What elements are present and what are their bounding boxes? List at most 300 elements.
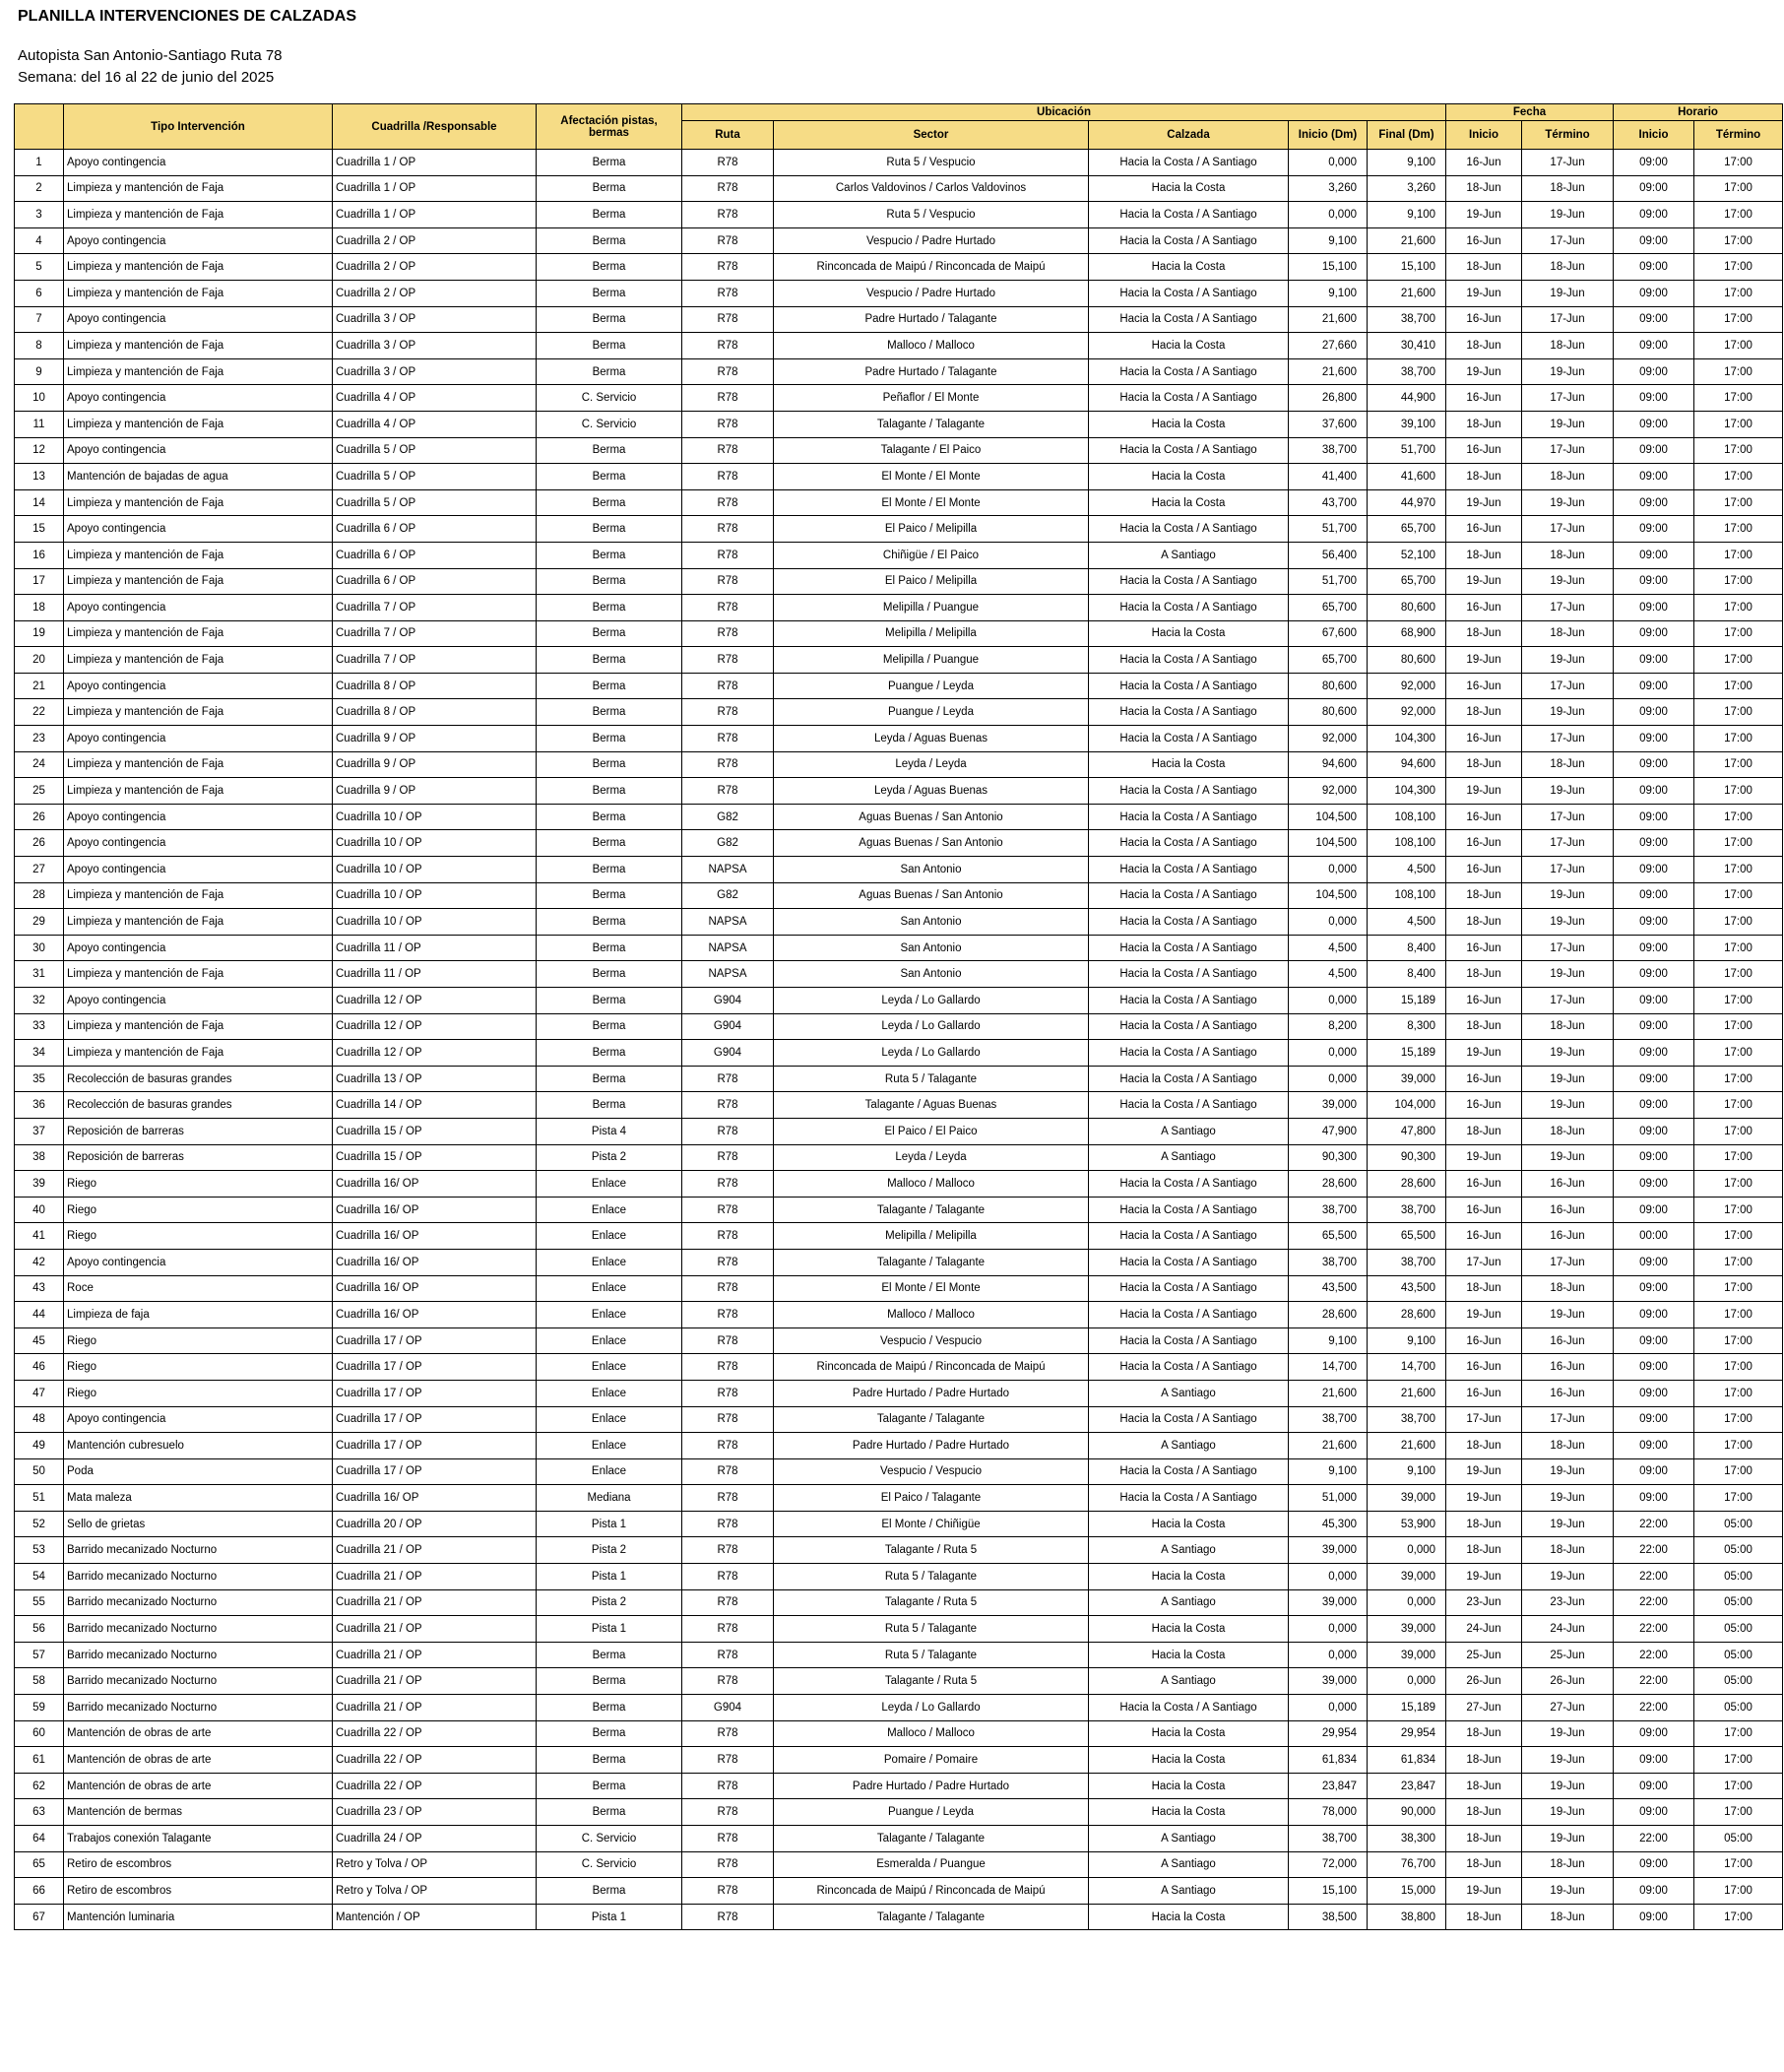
cell-hora-termino: 17:00 [1694, 1720, 1783, 1747]
cell-ruta: R78 [682, 437, 774, 464]
cell-sector: El Monte / El Monte [774, 1275, 1089, 1302]
cell-ruta: R78 [682, 464, 774, 490]
cell-tipo: Trabajos conexión Talagante [64, 1826, 333, 1852]
cell-afectacion: Pista 1 [537, 1904, 682, 1930]
cell-hora-termino: 17:00 [1694, 1747, 1783, 1774]
cell-hora-inicio: 09:00 [1614, 306, 1694, 333]
cell-hora-inicio: 09:00 [1614, 1118, 1694, 1144]
cell-inicio-dm: 38,700 [1289, 1826, 1368, 1852]
cell-tipo: Apoyo contingencia [64, 988, 333, 1014]
cell-inicio-dm: 15,100 [1289, 1878, 1368, 1905]
cell-num: 3 [15, 202, 64, 228]
table-row [15, 464, 1783, 490]
cell-num: 61 [15, 1747, 64, 1774]
table-row [15, 595, 1783, 621]
cell-sector: Vespucio / Padre Hurtado [774, 280, 1089, 306]
cell-tipo: Limpieza y mantención de Faja [64, 882, 333, 909]
cell-hora-termino: 17:00 [1694, 1249, 1783, 1275]
cell-ruta: NAPSA [682, 857, 774, 883]
cell-tipo: Recolección de basuras grandes [64, 1066, 333, 1092]
cell-num: 19 [15, 620, 64, 647]
cell-sector: Talagante / Ruta 5 [774, 1537, 1089, 1564]
table-row [15, 1118, 1783, 1144]
cell-final-dm: 9,100 [1368, 1327, 1446, 1354]
cell-hora-inicio: 09:00 [1614, 1013, 1694, 1040]
cell-hora-termino: 17:00 [1694, 1327, 1783, 1354]
cell-cuadrilla: Cuadrilla 6 / OP [333, 568, 537, 595]
cell-hora-inicio: 09:00 [1614, 1747, 1694, 1774]
cell-sector: Leyda / Aguas Buenas [774, 726, 1089, 752]
cell-calzada: Hacia la Costa / A Santiago [1089, 1354, 1289, 1381]
cell-hora-termino: 05:00 [1694, 1642, 1783, 1668]
cell-calzada: Hacia la Costa / A Santiago [1089, 437, 1289, 464]
cell-calzada: Hacia la Costa / A Santiago [1089, 1302, 1289, 1328]
cell-sector: San Antonio [774, 935, 1089, 961]
cell-sector: Leyda / Leyda [774, 1144, 1089, 1171]
cell-cuadrilla: Cuadrilla 5 / OP [333, 489, 537, 516]
cell-ruta: R78 [682, 1537, 774, 1564]
cell-final-dm: 39,000 [1368, 1066, 1446, 1092]
cell-num: 49 [15, 1433, 64, 1459]
table-row [15, 726, 1783, 752]
cell-sector: Talagante / Talagante [774, 1904, 1089, 1930]
cell-tipo: Apoyo contingencia [64, 595, 333, 621]
cell-afectacion: Berma [537, 673, 682, 699]
table-row [15, 1406, 1783, 1433]
cell-sector: Padre Hurtado / Padre Hurtado [774, 1773, 1089, 1799]
cell-afectacion: Berma [537, 1040, 682, 1067]
cell-ruta: R78 [682, 673, 774, 699]
table-row [15, 1773, 1783, 1799]
cell-sector: Ruta 5 / Vespucio [774, 202, 1089, 228]
cell-fecha-inicio: 18-Jun [1446, 909, 1522, 936]
cell-tipo: Riego [64, 1354, 333, 1381]
cell-num: 53 [15, 1537, 64, 1564]
cell-cuadrilla: Cuadrilla 8 / OP [333, 673, 537, 699]
cell-cuadrilla: Cuadrilla 16/ OP [333, 1223, 537, 1250]
cell-ruta: R78 [682, 489, 774, 516]
cell-num: 43 [15, 1275, 64, 1302]
cell-fecha-inicio: 18-Jun [1446, 882, 1522, 909]
cell-num: 51 [15, 1485, 64, 1512]
cell-calzada: Hacia la Costa [1089, 464, 1289, 490]
cell-afectacion: Berma [537, 726, 682, 752]
cell-hora-inicio: 09:00 [1614, 489, 1694, 516]
cell-inicio-dm: 78,000 [1289, 1799, 1368, 1826]
cell-inicio-dm: 104,500 [1289, 882, 1368, 909]
cell-num: 12 [15, 437, 64, 464]
cell-calzada: Hacia la Costa [1089, 254, 1289, 281]
cell-hora-inicio: 09:00 [1614, 699, 1694, 726]
cell-tipo: Reposición de barreras [64, 1118, 333, 1144]
cell-num: 56 [15, 1616, 64, 1643]
cell-hora-inicio: 09:00 [1614, 1040, 1694, 1067]
cell-afectacion: Enlace [537, 1302, 682, 1328]
cell-hora-termino: 17:00 [1694, 254, 1783, 281]
cell-calzada: Hacia la Costa [1089, 1773, 1289, 1799]
col-fecha-inicio-header: Inicio [1446, 121, 1522, 150]
cell-num: 54 [15, 1564, 64, 1590]
cell-ruta: R78 [682, 595, 774, 621]
cell-num: 44 [15, 1302, 64, 1328]
cell-num: 41 [15, 1223, 64, 1250]
cell-hora-termino: 17:00 [1694, 699, 1783, 726]
cell-afectacion: Enlace [537, 1458, 682, 1485]
cell-sector: Melipilla / Melipilla [774, 620, 1089, 647]
cell-hora-termino: 17:00 [1694, 1197, 1783, 1223]
cell-hora-inicio: 09:00 [1614, 464, 1694, 490]
cell-calzada: Hacia la Costa [1089, 1564, 1289, 1590]
cell-sector: Malloco / Malloco [774, 1171, 1089, 1198]
table-row [15, 437, 1783, 464]
cell-final-dm: 38,800 [1368, 1904, 1446, 1930]
cell-calzada: Hacia la Costa [1089, 1642, 1289, 1668]
cell-hora-termino: 17:00 [1694, 437, 1783, 464]
cell-fecha-termino: 19-Jun [1522, 778, 1614, 805]
cell-tipo: Apoyo contingencia [64, 516, 333, 543]
cell-ruta: R78 [682, 1118, 774, 1144]
cell-afectacion: Berma [537, 935, 682, 961]
cell-calzada: A Santiago [1089, 1851, 1289, 1878]
cell-num: 50 [15, 1458, 64, 1485]
cell-fecha-inicio: 16-Jun [1446, 1092, 1522, 1119]
cell-cuadrilla: Cuadrilla 3 / OP [333, 306, 537, 333]
cell-num: 47 [15, 1380, 64, 1406]
cell-fecha-termino: 19-Jun [1522, 1458, 1614, 1485]
group-ubicacion-header: Ubicación [682, 104, 1446, 121]
cell-inicio-dm: 9,100 [1289, 227, 1368, 254]
cell-ruta: R78 [682, 1616, 774, 1643]
cell-num: 27 [15, 857, 64, 883]
cell-fecha-termino: 19-Jun [1522, 489, 1614, 516]
cell-ruta: R78 [682, 1799, 774, 1826]
cell-tipo: Limpieza y mantención de Faja [64, 489, 333, 516]
cell-cuadrilla: Cuadrilla 17 / OP [333, 1458, 537, 1485]
cell-sector: Talagante / Aguas Buenas [774, 1092, 1089, 1119]
cell-tipo: Mantención de bajadas de agua [64, 464, 333, 490]
cell-num: 21 [15, 673, 64, 699]
cell-fecha-inicio: 19-Jun [1446, 1144, 1522, 1171]
cell-calzada: Hacia la Costa / A Santiago [1089, 1223, 1289, 1250]
cell-hora-termino: 17:00 [1694, 333, 1783, 359]
cell-tipo: Recolección de basuras grandes [64, 1092, 333, 1119]
cell-num: 38 [15, 1144, 64, 1171]
cell-inicio-dm: 21,600 [1289, 1380, 1368, 1406]
cell-ruta: R78 [682, 1171, 774, 1198]
cell-final-dm: 90,300 [1368, 1144, 1446, 1171]
cell-fecha-inicio: 24-Jun [1446, 1616, 1522, 1643]
table-row [15, 1275, 1783, 1302]
cell-sector: Aguas Buenas / San Antonio [774, 804, 1089, 830]
cell-fecha-inicio: 16-Jun [1446, 673, 1522, 699]
cell-final-dm: 38,700 [1368, 1197, 1446, 1223]
cell-inicio-dm: 43,500 [1289, 1275, 1368, 1302]
table-row [15, 254, 1783, 281]
cell-hora-termino: 05:00 [1694, 1826, 1783, 1852]
cell-inicio-dm: 41,400 [1289, 464, 1368, 490]
cell-fecha-inicio: 18-Jun [1446, 620, 1522, 647]
cell-final-dm: 15,189 [1368, 1040, 1446, 1067]
cell-inicio-dm: 9,100 [1289, 280, 1368, 306]
cell-calzada: Hacia la Costa / A Santiago [1089, 804, 1289, 830]
cell-final-dm: 76,700 [1368, 1851, 1446, 1878]
cell-sector: Rinconcada de Maipú / Rinconcada de Maipú [774, 254, 1089, 281]
cell-cuadrilla: Cuadrilla 17 / OP [333, 1327, 537, 1354]
cell-calzada: Hacia la Costa / A Santiago [1089, 726, 1289, 752]
cell-inicio-dm: 90,300 [1289, 1144, 1368, 1171]
cell-cuadrilla: Cuadrilla 13 / OP [333, 1066, 537, 1092]
cell-final-dm: 53,900 [1368, 1511, 1446, 1537]
cell-afectacion: Enlace [537, 1406, 682, 1433]
cell-hora-termino: 05:00 [1694, 1589, 1783, 1616]
cell-hora-termino: 17:00 [1694, 489, 1783, 516]
cell-inicio-dm: 4,500 [1289, 961, 1368, 988]
cell-hora-termino: 17:00 [1694, 385, 1783, 412]
cell-final-dm: 92,000 [1368, 699, 1446, 726]
cell-hora-termino: 17:00 [1694, 1118, 1783, 1144]
cell-fecha-inicio: 26-Jun [1446, 1668, 1522, 1695]
cell-inicio-dm: 0,000 [1289, 857, 1368, 883]
cell-inicio-dm: 47,900 [1289, 1118, 1368, 1144]
table-row [15, 1826, 1783, 1852]
cell-inicio-dm: 21,600 [1289, 1433, 1368, 1459]
cell-num: 48 [15, 1406, 64, 1433]
table-row [15, 1327, 1783, 1354]
cell-cuadrilla: Cuadrilla 16/ OP [333, 1302, 537, 1328]
cell-ruta: R78 [682, 1589, 774, 1616]
cell-afectacion: Berma [537, 647, 682, 674]
cell-cuadrilla: Retro y Tolva / OP [333, 1851, 537, 1878]
cell-hora-inicio: 22:00 [1614, 1642, 1694, 1668]
cell-fecha-termino: 19-Jun [1522, 1485, 1614, 1512]
cell-cuadrilla: Cuadrilla 3 / OP [333, 333, 537, 359]
cell-cuadrilla: Cuadrilla 1 / OP [333, 202, 537, 228]
cell-calzada: Hacia la Costa / A Santiago [1089, 1695, 1289, 1721]
cell-sector: Malloco / Malloco [774, 1720, 1089, 1747]
cell-fecha-termino: 19-Jun [1522, 1826, 1614, 1852]
table-row [15, 1904, 1783, 1930]
cell-final-dm: 0,000 [1368, 1537, 1446, 1564]
cell-tipo: Limpieza y mantención de Faja [64, 909, 333, 936]
document-subtitle: Autopista San Antonio-Santiago Ruta 78 [18, 47, 283, 64]
cell-ruta: R78 [682, 620, 774, 647]
cell-tipo: Apoyo contingencia [64, 935, 333, 961]
cell-sector: Ruta 5 / Talagante [774, 1066, 1089, 1092]
cell-num: 30 [15, 935, 64, 961]
cell-afectacion: Berma [537, 882, 682, 909]
cell-tipo: Limpieza y mantención de Faja [64, 254, 333, 281]
cell-tipo: Apoyo contingencia [64, 150, 333, 176]
cell-fecha-termino: 18-Jun [1522, 333, 1614, 359]
table-row [15, 150, 1783, 176]
cell-ruta: R78 [682, 1249, 774, 1275]
cell-calzada: Hacia la Costa / A Santiago [1089, 202, 1289, 228]
cell-afectacion: Berma [537, 464, 682, 490]
cell-fecha-inicio: 16-Jun [1446, 726, 1522, 752]
cell-cuadrilla: Cuadrilla 4 / OP [333, 411, 537, 437]
table-row [15, 1589, 1783, 1616]
cell-fecha-termino: 18-Jun [1522, 175, 1614, 202]
cell-inicio-dm: 37,600 [1289, 411, 1368, 437]
cell-afectacion: Berma [537, 1773, 682, 1799]
cell-final-dm: 38,700 [1368, 358, 1446, 385]
cell-hora-termino: 17:00 [1694, 804, 1783, 830]
cell-hora-inicio: 09:00 [1614, 542, 1694, 568]
cell-tipo: Apoyo contingencia [64, 1406, 333, 1433]
cell-fecha-termino: 25-Jun [1522, 1642, 1614, 1668]
cell-fecha-inicio: 18-Jun [1446, 542, 1522, 568]
cell-final-dm: 38,300 [1368, 1826, 1446, 1852]
cell-ruta: G904 [682, 1695, 774, 1721]
cell-tipo: Retiro de escombros [64, 1878, 333, 1905]
cell-hora-termino: 17:00 [1694, 1223, 1783, 1250]
cell-final-dm: 65,700 [1368, 516, 1446, 543]
cell-ruta: G904 [682, 988, 774, 1014]
cell-num: 23 [15, 726, 64, 752]
cell-hora-inicio: 09:00 [1614, 988, 1694, 1014]
cell-fecha-inicio: 19-Jun [1446, 358, 1522, 385]
table-row [15, 1668, 1783, 1695]
cell-calzada: Hacia la Costa / A Santiago [1089, 1485, 1289, 1512]
cell-inicio-dm: 94,600 [1289, 751, 1368, 778]
cell-final-dm: 0,000 [1368, 1668, 1446, 1695]
cell-afectacion: Berma [537, 857, 682, 883]
cell-tipo: Riego [64, 1223, 333, 1250]
cell-fecha-termino: 19-Jun [1522, 1511, 1614, 1537]
cell-num: 5 [15, 254, 64, 281]
cell-afectacion: Berma [537, 1668, 682, 1695]
cell-cuadrilla: Cuadrilla 4 / OP [333, 385, 537, 412]
cell-hora-termino: 17:00 [1694, 516, 1783, 543]
cell-fecha-inicio: 18-Jun [1446, 1904, 1522, 1930]
cell-hora-termino: 05:00 [1694, 1668, 1783, 1695]
cell-ruta: R78 [682, 254, 774, 281]
table-row [15, 175, 1783, 202]
cell-tipo: Mata maleza [64, 1485, 333, 1512]
cell-hora-termino: 17:00 [1694, 882, 1783, 909]
cell-cuadrilla: Cuadrilla 10 / OP [333, 804, 537, 830]
cell-inicio-dm: 38,700 [1289, 1197, 1368, 1223]
cell-inicio-dm: 0,000 [1289, 1066, 1368, 1092]
cell-cuadrilla: Cuadrilla 20 / OP [333, 1511, 537, 1537]
cell-ruta: R78 [682, 333, 774, 359]
cell-calzada: A Santiago [1089, 1878, 1289, 1905]
cell-num: 66 [15, 1878, 64, 1905]
cell-fecha-termino: 19-Jun [1522, 1040, 1614, 1067]
cell-hora-termino: 17:00 [1694, 647, 1783, 674]
cell-num: 11 [15, 411, 64, 437]
cell-num: 55 [15, 1589, 64, 1616]
cell-final-dm: 90,000 [1368, 1799, 1446, 1826]
cell-sector: El Paico / Talagante [774, 1485, 1089, 1512]
cell-hora-inicio: 09:00 [1614, 1327, 1694, 1354]
cell-hora-inicio: 09:00 [1614, 935, 1694, 961]
cell-sector: Ruta 5 / Talagante [774, 1642, 1089, 1668]
cell-fecha-inicio: 19-Jun [1446, 202, 1522, 228]
cell-fecha-inicio: 18-Jun [1446, 1851, 1522, 1878]
cell-tipo: Apoyo contingencia [64, 306, 333, 333]
cell-cuadrilla: Cuadrilla 24 / OP [333, 1826, 537, 1852]
cell-num: 15 [15, 516, 64, 543]
cell-afectacion: Berma [537, 988, 682, 1014]
cell-sector: Ruta 5 / Vespucio [774, 150, 1089, 176]
cell-ruta: R78 [682, 1904, 774, 1930]
cell-inicio-dm: 28,600 [1289, 1171, 1368, 1198]
cell-fecha-termino: 17-Jun [1522, 673, 1614, 699]
cell-fecha-inicio: 19-Jun [1446, 1040, 1522, 1067]
cell-hora-inicio: 09:00 [1614, 1354, 1694, 1381]
cell-cuadrilla: Cuadrilla 21 / OP [333, 1616, 537, 1643]
cell-ruta: R78 [682, 751, 774, 778]
cell-ruta: NAPSA [682, 935, 774, 961]
cell-hora-inicio: 09:00 [1614, 1197, 1694, 1223]
cell-afectacion: Berma [537, 804, 682, 830]
cell-sector: Aguas Buenas / San Antonio [774, 830, 1089, 857]
cell-fecha-inicio: 19-Jun [1446, 647, 1522, 674]
cell-cuadrilla: Cuadrilla 3 / OP [333, 358, 537, 385]
cell-tipo: Roce [64, 1275, 333, 1302]
cell-tipo: Barrido mecanizado Nocturno [64, 1695, 333, 1721]
cell-final-dm: 80,600 [1368, 595, 1446, 621]
cell-cuadrilla: Cuadrilla 10 / OP [333, 909, 537, 936]
cell-tipo: Apoyo contingencia [64, 1249, 333, 1275]
cell-calzada: Hacia la Costa / A Santiago [1089, 1458, 1289, 1485]
cell-cuadrilla: Cuadrilla 21 / OP [333, 1668, 537, 1695]
cell-hora-inicio: 09:00 [1614, 1720, 1694, 1747]
cell-sector: Vespucio / Vespucio [774, 1327, 1089, 1354]
cell-sector: Puangue / Leyda [774, 1799, 1089, 1826]
cell-final-dm: 8,300 [1368, 1013, 1446, 1040]
cell-num: 35 [15, 1066, 64, 1092]
cell-sector: Aguas Buenas / San Antonio [774, 882, 1089, 909]
cell-cuadrilla: Cuadrilla 14 / OP [333, 1092, 537, 1119]
cell-cuadrilla: Cuadrilla 7 / OP [333, 595, 537, 621]
cell-num: 46 [15, 1354, 64, 1381]
cell-cuadrilla: Cuadrilla 16/ OP [333, 1171, 537, 1198]
cell-cuadrilla: Cuadrilla 10 / OP [333, 830, 537, 857]
cell-ruta: R78 [682, 1144, 774, 1171]
cell-sector: Padre Hurtado / Talagante [774, 306, 1089, 333]
cell-final-dm: 15,189 [1368, 988, 1446, 1014]
cell-sector: Melipilla / Puangue [774, 647, 1089, 674]
cell-calzada: Hacia la Costa / A Santiago [1089, 935, 1289, 961]
cell-cuadrilla: Cuadrilla 5 / OP [333, 464, 537, 490]
cell-tipo: Limpieza y mantención de Faja [64, 1040, 333, 1067]
cell-afectacion: Berma [537, 227, 682, 254]
cell-fecha-termino: 17-Jun [1522, 1249, 1614, 1275]
cell-num: 18 [15, 595, 64, 621]
cell-calzada: Hacia la Costa / A Santiago [1089, 961, 1289, 988]
cell-tipo: Poda [64, 1458, 333, 1485]
cell-hora-termino: 17:00 [1694, 227, 1783, 254]
cell-fecha-termino: 16-Jun [1522, 1197, 1614, 1223]
table-row [15, 1013, 1783, 1040]
cell-hora-termino: 17:00 [1694, 1878, 1783, 1905]
cell-sector: Leyda / Lo Gallardo [774, 1695, 1089, 1721]
cell-ruta: R78 [682, 1354, 774, 1381]
cell-afectacion: C. Servicio [537, 385, 682, 412]
cell-fecha-termino: 16-Jun [1522, 1354, 1614, 1381]
cell-cuadrilla: Cuadrilla 2 / OP [333, 280, 537, 306]
table-row [15, 961, 1783, 988]
cell-hora-inicio: 09:00 [1614, 909, 1694, 936]
cell-ruta: R78 [682, 1773, 774, 1799]
cell-ruta: R78 [682, 1406, 774, 1433]
cell-inicio-dm: 21,600 [1289, 358, 1368, 385]
cell-hora-termino: 17:00 [1694, 751, 1783, 778]
cell-inicio-dm: 0,000 [1289, 1616, 1368, 1643]
table-row [15, 1695, 1783, 1721]
